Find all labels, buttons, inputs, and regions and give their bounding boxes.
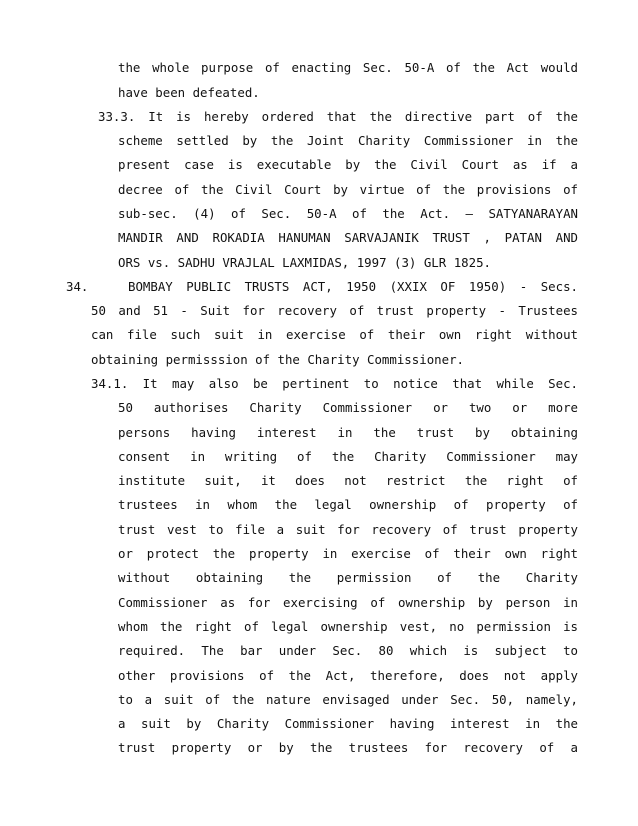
text-line: trustees in whom the legal ownership of property of [118, 497, 578, 512]
text-line: a suit by Charity Commissioner having interest in the [118, 716, 578, 731]
text-line: other provisions of the Act, therefore, does not apply [118, 668, 578, 683]
text-line: present case is executable by the Civil Court as if a [118, 157, 578, 172]
section-heading: 50 and 51 - Suit for recovery of trust property - Trustees [91, 303, 578, 318]
section-heading: BOMBAY PUBLIC TRUSTS ACT, 1950 (XXIX OF 1950) - Secs. [128, 279, 578, 294]
text-line: the whole purpose of enacting Sec. 50-A of the Act would [118, 60, 578, 75]
text-line: to a suit of the nature envisaged under Sec. 50, namely, [118, 692, 578, 707]
section-heading: can file such suit in exercise of their own right without [91, 327, 578, 342]
text-line: without obtaining the permission of the Charity [118, 570, 578, 585]
text-line: required. The bar under Sec. 80 which is subject to [118, 643, 578, 658]
text-line: scheme settled by the Joint Charity Commissioner in the [118, 133, 578, 148]
text-line: whom the right of legal ownership vest, no permission is [118, 619, 578, 634]
text-line: trust vest to file a suit for recovery of trust property [118, 522, 578, 537]
text-line: consent in writing of the Charity Commissioner may [118, 449, 578, 464]
text-line: or protect the property in exercise of their own right [118, 546, 578, 561]
text-line: institute suit, it does not restrict the right of [118, 473, 578, 488]
section-number: 34. [66, 279, 89, 294]
text-line: Commissioner as for exercising of ownership by person in [118, 595, 578, 610]
section-heading: obtaining permisssion of the Charity Commissioner. [91, 352, 464, 367]
paragraph-34-1-start: 34.1. It may also be pertinent to notice that while Sec. [91, 376, 578, 391]
text-line: 50 authorises Charity Commissioner or two or more [118, 400, 578, 415]
text-line: decree of the Civil Court by virtue of the provisions of [118, 182, 578, 197]
paragraph-33-3-start: 33.3. It is hereby ordered that the directive part of the [98, 109, 578, 124]
text-line: persons having interest in the trust by obtaining [118, 425, 578, 440]
citation-line: ORS vs. SADHU VRAJLAL LAXMIDAS, 1997 (3) GLR 1825. [118, 255, 491, 270]
text-line: trust property or by the trustees for recovery of a [118, 740, 578, 755]
text-line: MANDIR AND ROKADIA HANUMAN SARVAJANIK TRUST , PATAN AND [118, 230, 578, 245]
text-line: have been defeated. [118, 85, 260, 100]
text-line: sub-sec. (4) of Sec. 50-A of the Act. – SATYANARAYAN [118, 206, 578, 221]
